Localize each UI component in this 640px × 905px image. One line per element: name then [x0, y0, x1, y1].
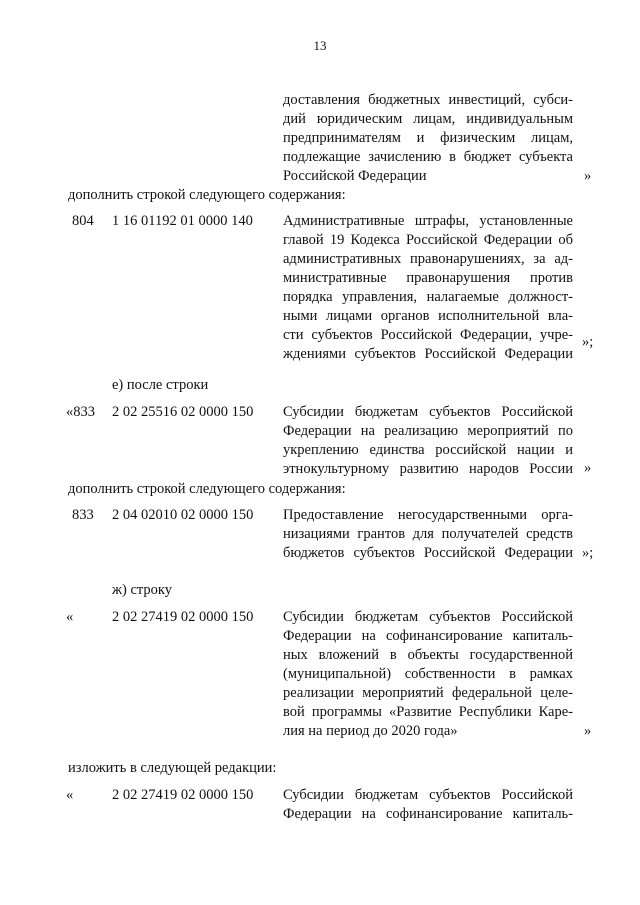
- description-line: Предоставление негосударственными орга-: [283, 507, 573, 523]
- description-line: сти субъектов Российской Федерации, учре-: [283, 327, 573, 343]
- row-description: [283, 506, 573, 563]
- description-line: Субсидии бюджетам субъектов Российской: [283, 404, 573, 420]
- description-line: Федерации на софинансирование капиталь-: [283, 628, 573, 644]
- instruction-text: ж) строку: [112, 582, 173, 598]
- description-line: Федерации на софинансирование капиталь-: [283, 806, 573, 822]
- description-line: ных вложений в объекты государственной: [283, 647, 573, 663]
- description-line: вой программы «Развитие Республики Каре-: [283, 704, 573, 720]
- closing-quote: »: [584, 460, 592, 476]
- description-line: (муниципальной) собственности в рамках: [283, 666, 573, 682]
- description-line: министративные правонарушения против: [283, 270, 573, 286]
- description-line: лия на период до 2020 года»: [283, 723, 458, 739]
- row-description: [283, 212, 573, 364]
- description-line: Федерации на реализацию мероприятий по: [283, 423, 573, 439]
- kbk-code: 1 16 01192 01 0000 140: [112, 213, 253, 229]
- instruction-text: е) после строки: [112, 377, 209, 393]
- description-line: административных правонарушениях, за ад-: [283, 251, 573, 267]
- admin-code: «: [66, 609, 74, 625]
- description-line: доставления бюджетных инвестиций, субси-: [283, 92, 573, 108]
- closing-quote: »;: [582, 334, 594, 350]
- description-line: главой 19 Кодекса Российской Федерации об: [283, 232, 573, 248]
- description-line: Субсидии бюджетам субъектов Российской: [283, 609, 573, 625]
- description-line: Российской Федерации: [283, 168, 427, 184]
- admin-code: 833: [72, 507, 94, 523]
- description-line: дий юридическим лицам, индивидуальным: [283, 111, 573, 127]
- description-line: порядка управления, налагаемые должност-: [283, 289, 573, 305]
- description-line: Субсидии бюджетам субъектов Российской: [283, 787, 573, 803]
- description-line: ждениями субъектов Российской Федерации: [283, 346, 573, 362]
- description-line: бюджетов субъектов Российской Федерации: [283, 545, 573, 561]
- row-description: [283, 786, 573, 824]
- instruction-text: дополнить строкой следующего содержания:: [68, 481, 346, 497]
- row-description: [283, 91, 573, 186]
- admin-code: «: [66, 787, 74, 803]
- closing-quote: »;: [582, 545, 594, 561]
- kbk-code: 2 02 25516 02 0000 150: [112, 404, 254, 420]
- page-number: 13: [313, 38, 327, 53]
- description-line: Административные штрафы, установленные: [283, 213, 573, 229]
- description-line: укреплению единства российской нации и: [283, 442, 573, 458]
- admin-code: 804: [72, 213, 94, 229]
- description-line: подлежащие зачислению в бюджет субъекта: [283, 149, 573, 165]
- description-line: низациями грантов для получателей средств: [283, 526, 573, 542]
- kbk-code: 2 02 27419 02 0000 150: [112, 609, 254, 625]
- kbk-code: 2 04 02010 02 0000 150: [112, 507, 254, 523]
- admin-code: «833: [66, 404, 95, 420]
- instruction-text: изложить в следующей редакции:: [68, 760, 277, 776]
- row-description: [283, 608, 573, 741]
- description-line: предпринимателям и физическим лицам,: [283, 130, 573, 146]
- instruction-text: дополнить строкой следующего содержания:: [68, 187, 346, 203]
- kbk-code: 2 02 27419 02 0000 150: [112, 787, 254, 803]
- description-line: ными лицами органов исполнительной вла-: [283, 308, 573, 324]
- description-line: этнокультурному развитию народов России: [283, 461, 573, 477]
- closing-quote: »: [584, 168, 592, 184]
- closing-quote: »: [584, 723, 592, 739]
- row-description: [283, 403, 573, 479]
- description-line: реализации мероприятий федеральной целе-: [283, 685, 573, 701]
